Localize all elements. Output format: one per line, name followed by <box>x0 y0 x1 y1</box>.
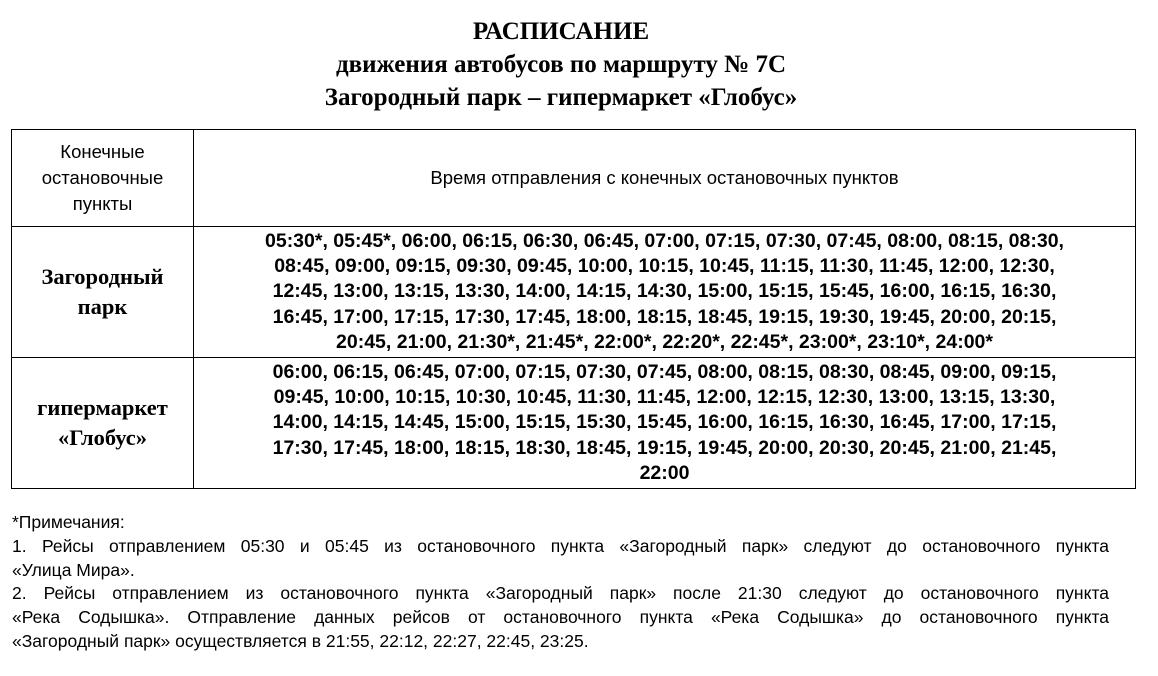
schedule-table <box>11 129 1136 489</box>
note-1-text: 1. Рейсы отправлением 05:30 и 05:45 из остановочного пункта «Загородный парк» следуют до остановочного пункта <box>12 535 1109 556</box>
times-line: 06:00, 06:15, 06:45, 07:00, 07:15, 07:30, 07:45, 08:00, 08:15, 08:30, 08:45, 09:00, 09:15, <box>272 360 1057 383</box>
header-stop-line: Конечные <box>60 141 145 162</box>
table-row <box>12 358 1136 489</box>
stop-name-zagorodny-park <box>12 227 194 358</box>
times-line: 05:30*, 05:45*, 06:00, 06:15, 06:30, 06:45, 07:00, 07:15, 07:30, 07:45, 08:00, 08:15, 08:30, <box>265 229 1064 252</box>
times-line: 09:45, 10:00, 10:15, 10:30, 10:45, 11:30, 11:45, 12:00, 12:15, 12:30, 13:00, 13:15, 13:30, <box>273 386 1056 409</box>
times-line: 16:45, 17:00, 17:15, 17:30, 17:45, 18:00, 18:15, 18:45, 19:15, 19:30, 19:45, 20:00, 20:15, <box>272 305 1057 328</box>
note-1-text: «Улица Мира». <box>12 559 135 580</box>
departure-times-zagorodny-park <box>194 227 1136 358</box>
header-times-column: Время отправления с конечных остановочных пунктов <box>194 130 1136 227</box>
title-endpoints: Загородный парк – гипермаркет «Глобус» <box>324 84 798 111</box>
note-2-text: 2. Рейсы отправлением из остановочного пункта «Загородный парк» после 21:30 следуют до остановочного пункта <box>12 583 1109 604</box>
times-line: 20:45, 21:00, 21:30*, 21:45*, 22:00*, 22:20*, 22:45*, 23:00*, 23:10*, 24:00* <box>336 330 993 353</box>
header-stop-line: остановочные <box>41 167 164 188</box>
schedule-title <box>0 15 1122 114</box>
times-line: 17:30, 17:45, 18:00, 18:15, 18:30, 18:45, 19:15, 19:45, 20:00, 20:30, 20:45, 21:00, 21:45, <box>272 436 1057 459</box>
times-line: 08:45, 09:00, 09:15, 09:30, 09:45, 10:00, 10:15, 10:45, 11:15, 11:30, 11:45, 12:00, 12:30, <box>274 255 1055 278</box>
table-row <box>12 227 1136 358</box>
stop-name-line: парк <box>77 294 128 319</box>
table-header-row <box>12 130 1136 227</box>
title-route: движения автобусов по маршруту № 7С <box>335 51 787 78</box>
stop-name-line: Загородный <box>41 264 164 289</box>
times-line: 22:00 <box>639 461 690 484</box>
times-line: 12:45, 13:00, 13:15, 13:30, 14:00, 14:15, 14:30, 15:00, 15:15, 15:45, 16:00, 16:15, 16:30, <box>272 280 1057 303</box>
header-stop-line: пункты <box>72 193 133 214</box>
stop-name-globus <box>12 358 194 489</box>
note-2-text: «Загородный парк» осуществляется в 21:55, 22:12, 22:27, 22:45, 23:25. <box>12 630 589 651</box>
header-stop-column <box>12 130 194 227</box>
times-line: 14:00, 14:15, 14:45, 15:00, 15:15, 15:30, 15:45, 16:00, 16:15, 16:30, 16:45, 17:00, 17:15, <box>272 411 1057 434</box>
note-2-text: «Река Содышка». Отправление данных рейсов от остановочного пункта «Река Содышка» до остановочного пункта <box>12 607 1109 628</box>
notes-heading: *Примечания: <box>12 512 125 532</box>
title-heading: РАСПИСАНИЕ <box>472 18 650 45</box>
departure-times-globus <box>194 358 1136 489</box>
notes-section <box>12 511 1112 654</box>
stop-name-line: «Глобус» <box>57 425 148 450</box>
stop-name-line: гипермаркет <box>37 395 168 420</box>
